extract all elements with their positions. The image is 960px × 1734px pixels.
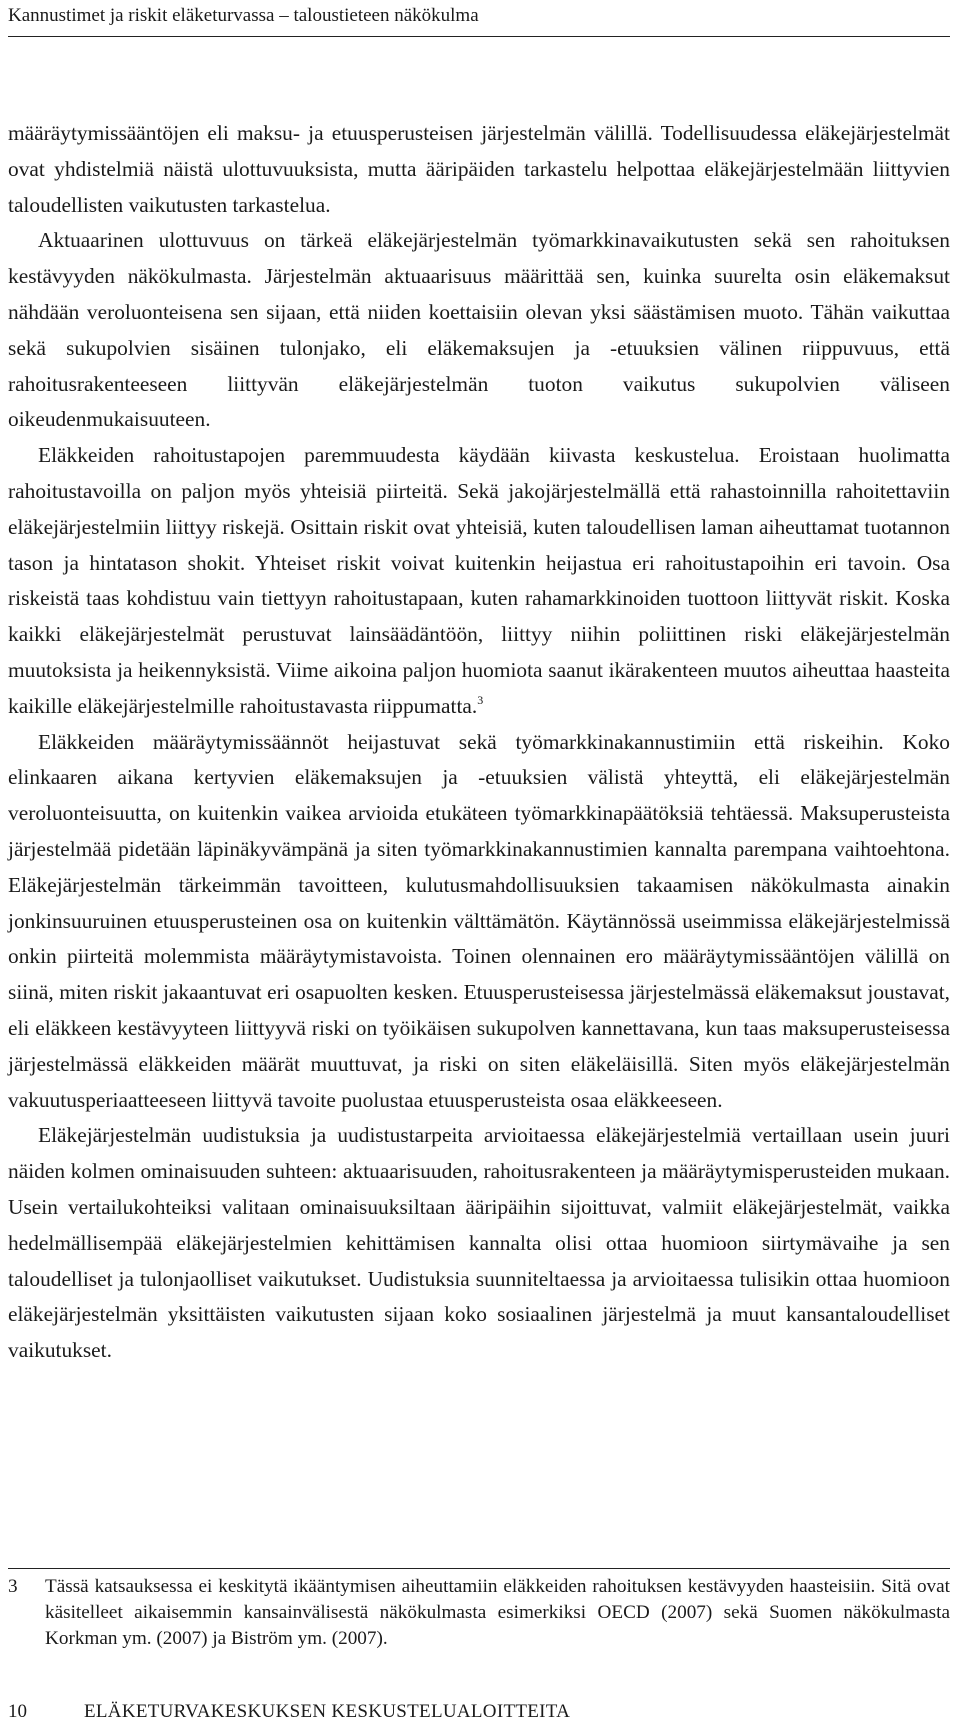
running-header: Kannustimet ja riskit eläketurvassa – taloustieteen näkökulma — [8, 4, 950, 37]
body-text — [8, 116, 950, 1369]
footnote-divider — [8, 1568, 950, 1569]
paragraph: määräytymissääntöjen eli maksu- ja etuusperusteisen järjestelmän välillä. Todellisuudessa eläkejärjestelmät ovat yhdistelmiä näistä ulottuvuuksista, mutta ääripäiden tarkastelu helpottaa eläkejärjestelmään liittyvien taloudellisten vaikutusten tarkastelua. — [8, 121, 950, 217]
paragraph: Eläkejärjestelmän uudistuksia ja uudistustarpeita arvioitaessa eläkejärjestelmiä vertaillaan usein juuri näiden kolmen ominaisuuden suhteen: aktuaarisuuden, rahoitusrakenteen ja määräytymisperusteiden mukaan. Usein vertailukohteiksi valitaan ominaisuuksiltaan ääripäihin sijoittuvat, valmiit eläkejärjestelmät, vaikka hedelmällisempää eläkejärjestelmien kehittämisen kannalta olisi ottaa huomioon siirtymävaihe ja sen taloudelliset ja tulonjaolliset vaikutukset. Uudistuksia suunniteltaessa ja arvioitaessa tulisikin ottaa huomioon eläkejärjestelmän yksittäisten vaikutusten sijaan koko sosiaalinen järjestelmä ja muut kansantaloudelliset vaikutukset. — [8, 1123, 950, 1363]
page-number: 10 — [8, 1701, 27, 1722]
footnote-reference[interactable]: 3 — [477, 692, 484, 707]
paragraph: Aktuaarinen ulottuvuus on tärkeä eläkejärjestelmän työmarkkinavaikutusten sekä sen rahoituksen kestävyyden näkökulmasta. Järjestelmän aktuaarisuus määrittää sen, kuinka suurelta osin eläkemaksut nähdään veroluonteisena sen sijaan, että niiden koettaisiin olevan yksi säästämisen muoto. Tähän vaikuttaa sekä sukupolvien sisäinen tulonjako, eli eläkemaksujen ja -etuuksien välinen riippuvuus, että rahoitusrakenteeseen liittyvän eläkejärjestelmän tuoton vaikutus sukupolvien väliseen oikeudenmukaisuuteen. — [8, 228, 950, 432]
series-title: ELÄKETURVAKESKUKSEN KESKUSTELUALOITTEITA — [84, 1701, 571, 1722]
footnote-text: Tässä katsauksessa ei keskitytä ikääntymisen aiheuttamiin eläkkeiden rahoituksen kestävyyden haasteisiin. Sitä ovat käsitelleet aikaisemmin kansainvälisestä näkökulmasta esimerkiksi OECD (2007) sekä Suomen näkökulmasta Korkman ym. (2007) ja Biström ym. (2007). — [45, 1576, 950, 1649]
footnote — [8, 1574, 950, 1652]
paragraph-text: Eläkkeiden rahoitustapojen paremmuudesta käydään kiivasta keskustelua. Eroistaan huolimatta rahoitustavoilla on paljon myös yhteisiä piirteitä. Sekä jakojärjestelmällä että rahastoinnilla rahoitettaviin eläkejärjestelmiin liittyy riskejä. Osittain riskit ovat yhteisiä, kuten taloudellisen laman aiheuttamat tuotannon tason ja hintatason shokit. Yhteiset riskit voivat kuitenkin heijastua eri rahoitustapoihin eri tavoin. Osa riskeistä taas kohdistuu vain tiettyyn rahoitustapaan, kuten rahamarkkinoiden tuottoon liittyvät riskit. Koska kaikki eläkejärjestelmät perustuvat lainsäädäntöön, liittyy niihin poliittinen riski eläkejärjestelmän muutoksista ja heikennyksistä. Viime aikoina paljon huomiota saanut ikärakenteen muutos aiheuttaa haasteita kaikille eläkejärjestelmille rahoitustavasta riippumatta. — [8, 443, 950, 718]
paragraph — [8, 438, 950, 724]
page-footer — [8, 1700, 570, 1724]
footnote-number: 3 — [8, 1576, 18, 1597]
paragraph: Eläkkeiden määräytymissäännöt heijastuvat sekä työmarkkinakannustimiin että riskeihin. Koko elinkaaren aikana kertyvien eläkemaksujen ja -etuuksien välistä yhteyttä, eli eläkejärjestelmän veroluonteisuutta, on kuitenkin vaikea arvioida etukäteen työmarkkinapäätöksiä tehtäessä. Maksuperusteista järjestelmää pidetään läpinäkyvämpänä ja siten työmarkkinakannustimien kannalta parempana vaihtoehtona. Eläkejärjestelmän tärkeimmän tavoitteen, kulutusmahdollisuuksien takaamisen näkökulmasta ainakin jonkinsuuruinen etuusperusteinen osa on kuitenkin välttämätön. Käytännössä useimmissa eläkejärjestelmissä onkin piirteitä molemmista määräytymistavoista. Toinen olennainen ero määräytymissääntöjen välillä on siinä, miten riskit jakaantuvat eri osapuolten kesken. Etuusperusteisessa järjestelmässä eläkemaksut joustavat, eli eläkkeen kestävyyteen liittyyvä riski on työikäisen sukupolven kannettavana, kun taas maksuperusteisessa järjestelmässä eläkkeiden määrät muuttuvat, ja riski on siten eläkeläisillä. Siten myös eläkejärjestelmän vakuutusperiaatteeseen liittyvä tavoite puolustaa etuusperusteista osaa eläkkeeseen. — [8, 729, 950, 1112]
